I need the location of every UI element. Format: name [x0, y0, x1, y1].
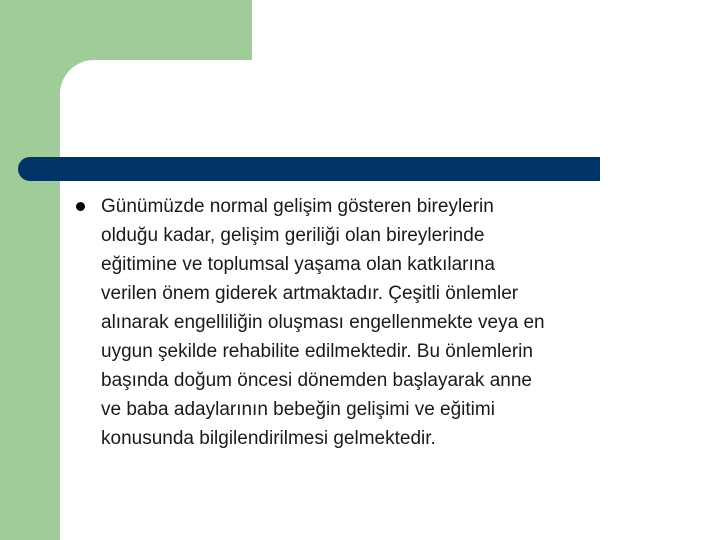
green-decoration-strip: [0, 0, 60, 540]
bullet-list: [70, 192, 670, 453]
bullet-text: Günümüzde normal gelişim gösteren bireylerin olduğu kadar, gelişim geriliği olan bireylerinde eğitimine ve toplumsal yaşama olan katkılarına verilen önem giderek artmaktadır. Çeşitli önlemler alınarak engelliliğin oluşması engellenmekte veya en uygun şekilde rehabilite edilmektedir. Bu önlemlerin başında doğum öncesi dönemden başlayarak anne ve baba adaylarının bebeğin gelişimi ve eğitimi konusunda bilgilendirilmesi gelmektedir.: [101, 196, 545, 449]
bullet-item: [70, 192, 670, 453]
bullet-dot-icon: [76, 202, 85, 211]
title-bar: [18, 157, 600, 181]
